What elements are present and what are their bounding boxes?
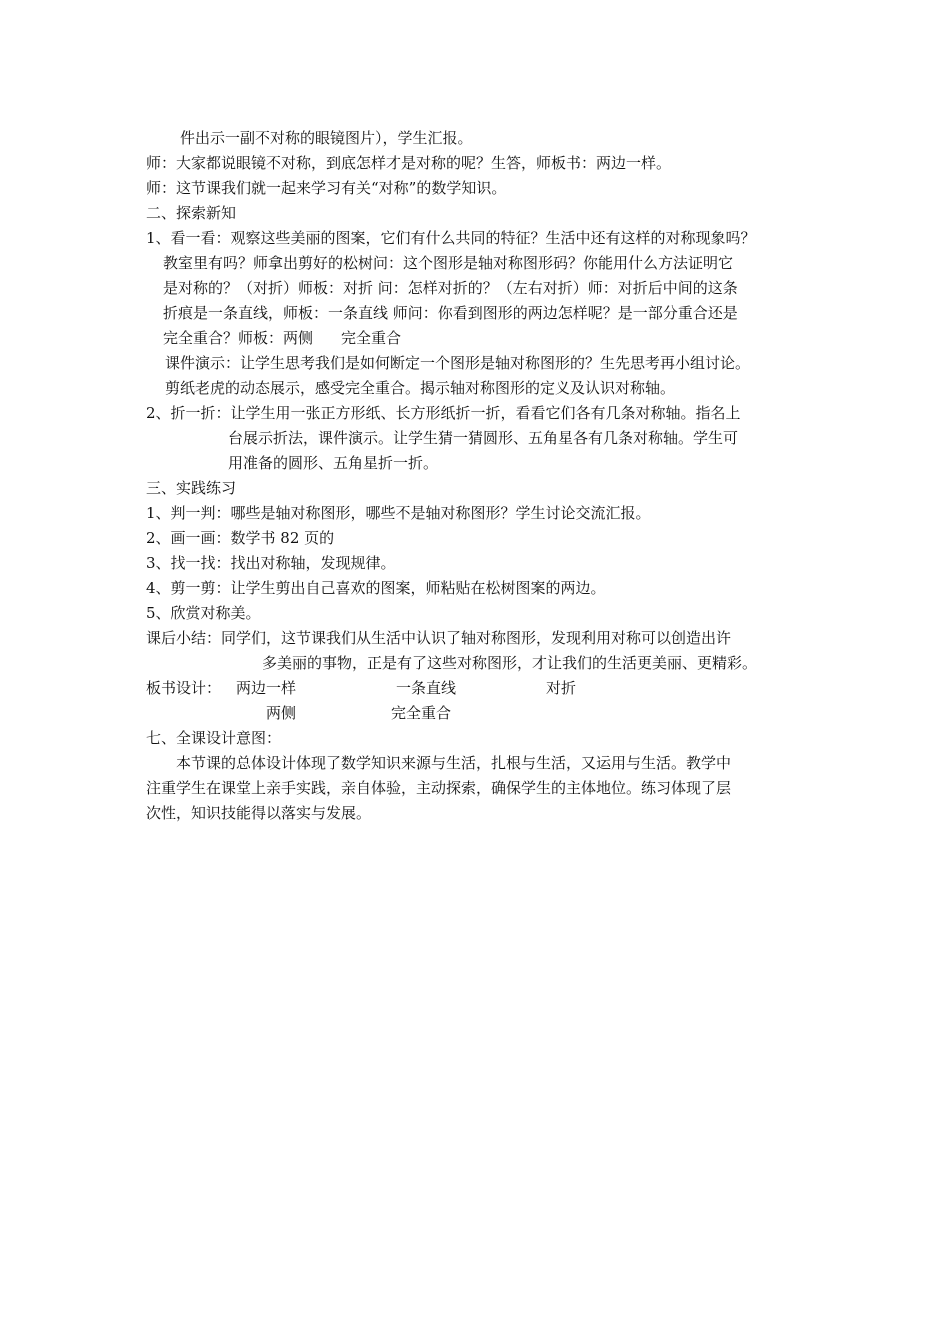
text-line: 件出示一副不对称的眼镜图片），学生汇报。 [180,129,473,147]
text-line: 5、欣赏对称美。 [146,604,261,622]
text-line: 1、看一看：观察这些美丽的图案，它们有什么共同的特征？生活中还有这样的对称现象吗？ [146,229,756,247]
text-line: 师：这节课我们就一起来学习有关“对称”的数学知识。 [146,179,507,197]
text-line: 是对称的？（对折）师板：对折 问：怎样对折的？（左右对折）师：对折后中间的这条 [163,279,738,297]
board-item: 一条直线 [396,679,457,697]
text-line: 次性，知识技能得以落实与发展。 [146,804,372,822]
text-line: 课后小结：同学们，这节课我们从生活中认识了轴对称图形，发现利用对称可以创造出许 [146,629,732,647]
text-line: 注重学生在课堂上亲手实践，亲自体验，主动探索，确保学生的主体地位。练习体现了层 [146,779,732,797]
text-line: 用准备的圆形、五角星折一折。 [228,454,439,472]
text-line: 2、画一画：数学书 82 页的 [146,529,335,547]
section-heading: 三、实践练习 [146,479,237,497]
text-line [163,328,401,348]
text-line: 4、剪一剪：让学生剪出自己喜欢的图案，师粘贴在松树图案的两边。 [146,579,606,597]
section-heading: 七、全课设计意图： [146,729,282,747]
text-fragment: 完全重合？师板：两侧 [163,329,314,347]
text-line: 2、折一折：让学生用一张正方形纸、长方形纸折一折，看看它们各有几条对称轴。指名上 [146,404,741,422]
board-item: 对折 [546,679,577,697]
section-heading: 二、探索新知 [146,204,237,222]
text-line: 剪纸老虎的动态展示，感受完全重合。揭示轴对称图形的定义及认识对称轴。 [165,379,676,397]
text-fragment: 完全重合 [341,329,402,347]
text-line: 教室里有吗？师拿出剪好的松树问：这个图形是轴对称图形码？你能用什么方法证明它 [163,254,734,272]
board-item: 两侧 [266,704,297,722]
text-line: 师：大家都说眼镜不对称，到底怎样才是对称的呢？生答，师板书：两边一样。 [146,154,672,172]
board-design-label: 板书设计： [146,679,222,697]
text-line: 台展示折法，课件演示。让学生猜一猜圆形、五角星各有几条对称轴。学生可 [228,429,739,447]
text-line: 1、判一判：哪些是轴对称图形，哪些不是轴对称图形？学生讨论交流汇报。 [146,504,651,522]
text-line: 3、找一找：找出对称轴，发现规律。 [146,554,396,572]
text-line: 本节课的总体设计体现了数学知识来源与生活，扎根与生活，又运用与生活。教学中 [176,754,732,772]
text-line: 折痕是一条直线，师板：一条直线 师问：你看到图形的两边怎样呢？是一部分重合还是 [163,304,738,322]
text-line: 多美丽的事物，正是有了这些对称图形，才让我们的生活更美丽、更精彩。 [262,654,758,672]
board-item: 两边一样 [236,679,297,697]
board-item: 完全重合 [391,704,452,722]
text-line: 课件演示：让学生思考我们是如何断定一个图形是轴对称图形的？生先思考再小组讨论。 [165,354,751,372]
